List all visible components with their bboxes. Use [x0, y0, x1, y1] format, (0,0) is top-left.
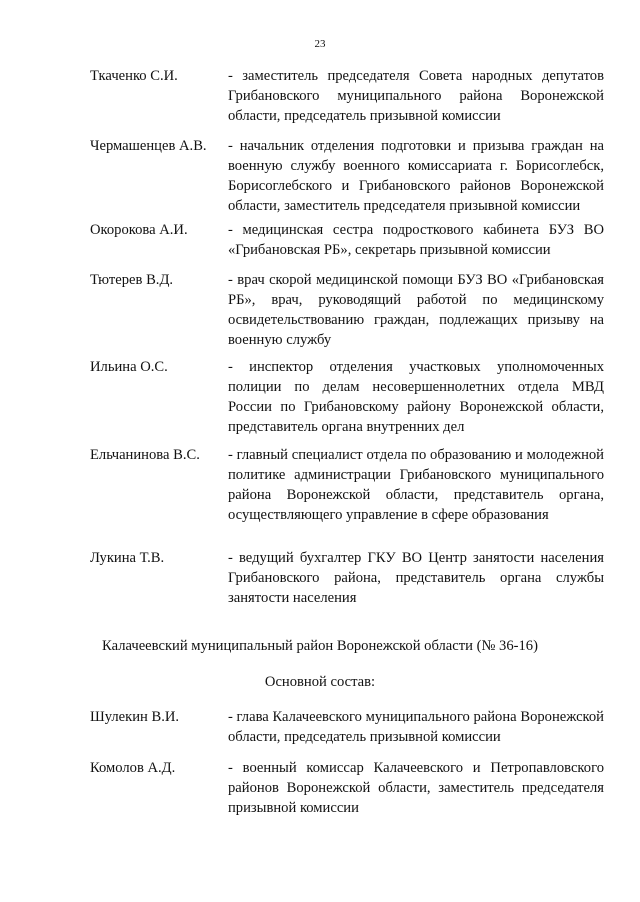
member-name: Чермашенцев А.В.: [90, 138, 207, 154]
member-role: - начальник отделения подготовки и призыва граждан на военную службу военного комиссариата г. Борисоглебск, Борисоглебского и Грибановского районов Воронежской области, заместитель председателя призывной комиссии: [228, 138, 604, 214]
member-role: - ведущий бухгалтер ГКУ ВО Центр занятости населения Грибановского района, представитель органа службы занятости населения: [228, 550, 604, 606]
member-role: - медицинская сестра подросткового кабинета БУЗ ВО «Грибановская РБ», секретарь призывной комиссии: [228, 222, 604, 258]
member-name: Комолов А.Д.: [90, 760, 176, 776]
member-role: - военный комиссар Калачеевского и Петропавловского районов Воронежской области, заместитель председателя призывной комиссии: [228, 760, 604, 816]
page-number: 23: [314, 38, 326, 50]
member-name: Ткаченко С.И.: [90, 68, 178, 84]
member-role: - врач скорой медицинской помощи БУЗ ВО «Грибановская РБ», врач, руководящий работой по медицинскому освидетельствованию граждан, подлежащих призыву на военную службу: [228, 272, 604, 348]
member-role: - глава Калачеевского муниципального района Воронежской области, председатель призывной комиссии: [228, 709, 604, 745]
member-role: - заместитель председателя Совета народных депутатов Грибановского муниципального района Воронежской области, председатель призывной комиссии: [228, 68, 604, 124]
member-name: Лукина Т.В.: [90, 550, 165, 566]
member-name: Тютерев В.Д.: [90, 272, 174, 288]
member-name: Ельчанинова В.С.: [90, 447, 200, 463]
member-name: Ильина О.С.: [90, 359, 168, 375]
member-name: Окорокова А.И.: [90, 222, 188, 238]
section-title: Калачеевский муниципальный район Воронежской области (№ 36-16): [102, 638, 538, 654]
subsection-title: Основной состав:: [264, 674, 376, 690]
member-role: - главный специалист отдела по образованию и молодежной политике администрации Грибановского муниципального района Воронежской области, представитель органа, осуществляющего управление в сфере образования: [228, 447, 604, 523]
member-role: - инспектор отделения участковых уполномоченных полиции по делам несовершеннолетних отдела МВД России по Грибановскому району Воронежской области, представитель органа внутренних дел: [228, 359, 604, 435]
member-name: Шулекин В.И.: [90, 709, 180, 725]
